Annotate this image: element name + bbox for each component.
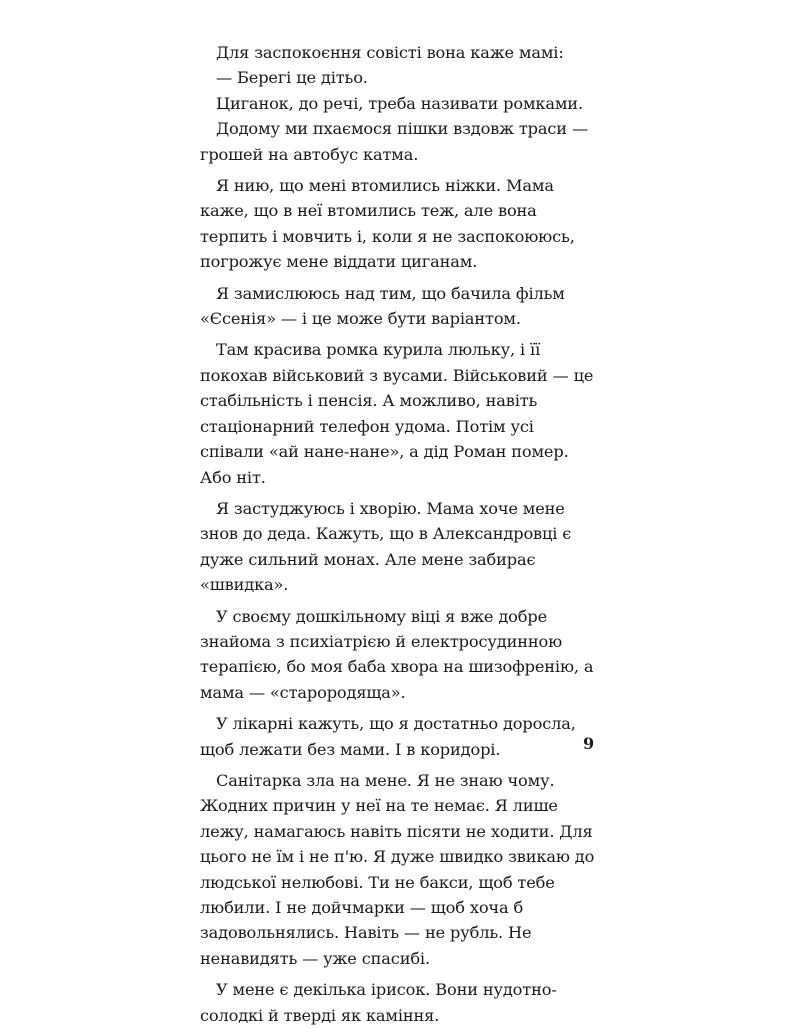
paragraph: У лікарні кажуть, що я достатньо доросла, щоб лежати без мами. І в коридорі.	[200, 714, 576, 759]
paragraph: Циганок, до речі, треба називати ромками.	[216, 93, 583, 113]
paragraph: Додому ми пхаємося пішки вздовж траси — грошей на автобус катма.	[200, 119, 588, 164]
paragraph: Там красива ромка курила люльку, і її покохав військовий з вусами. Військовий — це стабільність і пенсія. А можливо, навіть стаціонарний телефон удома. Потім усі співали «ай нане-нане», а дід Роман помер. Або ніт.	[200, 340, 594, 487]
paragraph: У своєму дошкільному віці я вже добре знайома з психіатрією й електросудинною терапією, бо моя баба хвора на шизофренію, а мама — «старородяща».	[200, 606, 594, 702]
paragraph: Я нию, що мені втомились ніжки. Мама каже, що в неї втомились теж, але вона терпить і мовчить і, коли я не заспокоююсь, погрожує мене віддати циганам.	[200, 176, 575, 272]
paragraph: Я замислююсь над тим, що бачила фільм «Єсенія» — і це може бути варіантом.	[200, 283, 565, 329]
paragraph: Для заспокоєння совісті вона каже мамі:	[216, 43, 564, 62]
body-text	[200, 40, 597, 1028]
paragraph: Санітарка зла на мене. Я не знаю чому. Жодних причин у неї на те немає. Я лише лежу, намагаюсь навіть пісяти не ходити. Для цього не їм і не п'ю. Я дуже швидко звикаю до людської нелюбові. Ти не бакси, щоб тебе любили. І не дойчмарки — щоб хоча б задовольнялись. Навіть — не рубль. Не ненавидять — уже спасибі.	[200, 770, 595, 968]
paragraph: Я застуджуюсь і хворію. Мама хоче мене знов до деда. Кажуть, що в Александровці є дуже сильний монах. Але мене забирає «швидка».	[200, 498, 572, 595]
page-number: 9	[583, 734, 595, 753]
paragraph: У мене є декілька ірисок. Вони нудотно-солодкі й тверді як каміння.	[200, 980, 557, 1025]
paragraph: — Берегі це дітьо.	[216, 68, 368, 88]
